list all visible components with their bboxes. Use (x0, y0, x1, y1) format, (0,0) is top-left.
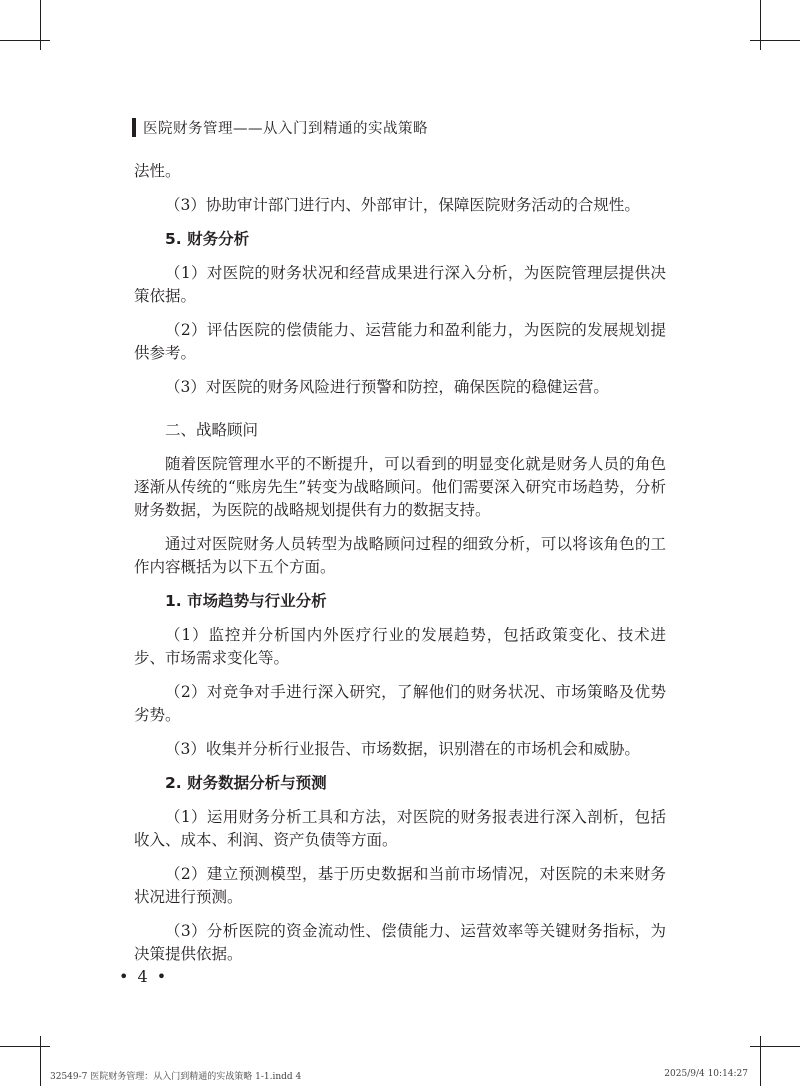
paragraph: 随着医院管理水平的不断提升，可以看到的明显变化就是财务人员的角色逐渐从传统的“账房先生”转变为战略顾问。他们需要深入研究市场趋势，分析财务数据，为医院的战略规划提供有力的数据支持。 (134, 455, 666, 519)
subheading: 1. 市场趋势与行业分析 (165, 592, 327, 610)
paragraph: （1）运用财务分析工具和方法，对医院的财务报表进行深入剖析，包括收入、成本、利润、资产负债等方面。 (134, 808, 666, 849)
paragraph: （3）对医院的财务风险进行预警和防控，确保医院的稳健运营。 (165, 378, 609, 396)
slug-filename: 32549-7 医院财务管理：从入门到精通的实战策略 1-1.indd 4 (50, 1072, 302, 1082)
slug-timestamp: 2025/9/4 10:14:27 (664, 1069, 748, 1079)
paragraph: （3）分析医院的资金流动性、偿债能力、运营效率等关键财务指标，为决策提供依据。 (134, 922, 666, 963)
section-heading: 二、战略顾问 (165, 421, 259, 439)
paragraph: （2）评估医院的偿债能力、运营能力和盈利能力，为医院的发展规划提供参考。 (134, 321, 666, 362)
paragraph: （3）收集并分析行业报告、市场数据，识别潜在的市场机会和威胁。 (165, 740, 640, 758)
running-head (132, 115, 692, 139)
subheading: 5. 财务分析 (165, 230, 250, 248)
paragraph: （2）建立预测模型，基于历史数据和当前市场情况，对医院的未来财务状况进行预测。 (134, 865, 666, 906)
crop-mark (0, 1046, 50, 1047)
running-head-title: 医院财务管理——从入门到精通的实战策略 (143, 120, 428, 137)
paragraph: 通过对医院财务人员转型为战略顾问过程的细致分析，可以将该角色的工作内容概括为以下五个方面。 (134, 535, 666, 576)
crop-mark (760, 0, 761, 50)
crop-mark (750, 1046, 800, 1047)
crop-mark (40, 1036, 41, 1086)
body-text (134, 160, 666, 966)
paragraph: 法性。 (134, 162, 181, 180)
running-head-bar (132, 118, 136, 137)
subheading: 2. 财务数据分析与预测 (165, 774, 327, 792)
page-number: • 4 • (119, 967, 169, 986)
paragraph: （1）监控并分析国内外医疗行业的发展趋势，包括政策变化、技术进步、市场需求变化等。 (134, 626, 666, 667)
crop-mark (760, 1036, 761, 1086)
crop-mark (750, 40, 800, 41)
crop-mark (0, 40, 50, 41)
paragraph: （2）对竞争对手进行深入研究，了解他们的财务状况、市场策略及优势劣势。 (134, 683, 666, 724)
crop-mark (40, 0, 41, 50)
paragraph: （1）对医院的财务状况和经营成果进行深入分析，为医院管理层提供决策依据。 (134, 264, 666, 305)
paragraph: （3）协助审计部门进行内、外部审计，保障医院财务活动的合规性。 (165, 196, 640, 214)
